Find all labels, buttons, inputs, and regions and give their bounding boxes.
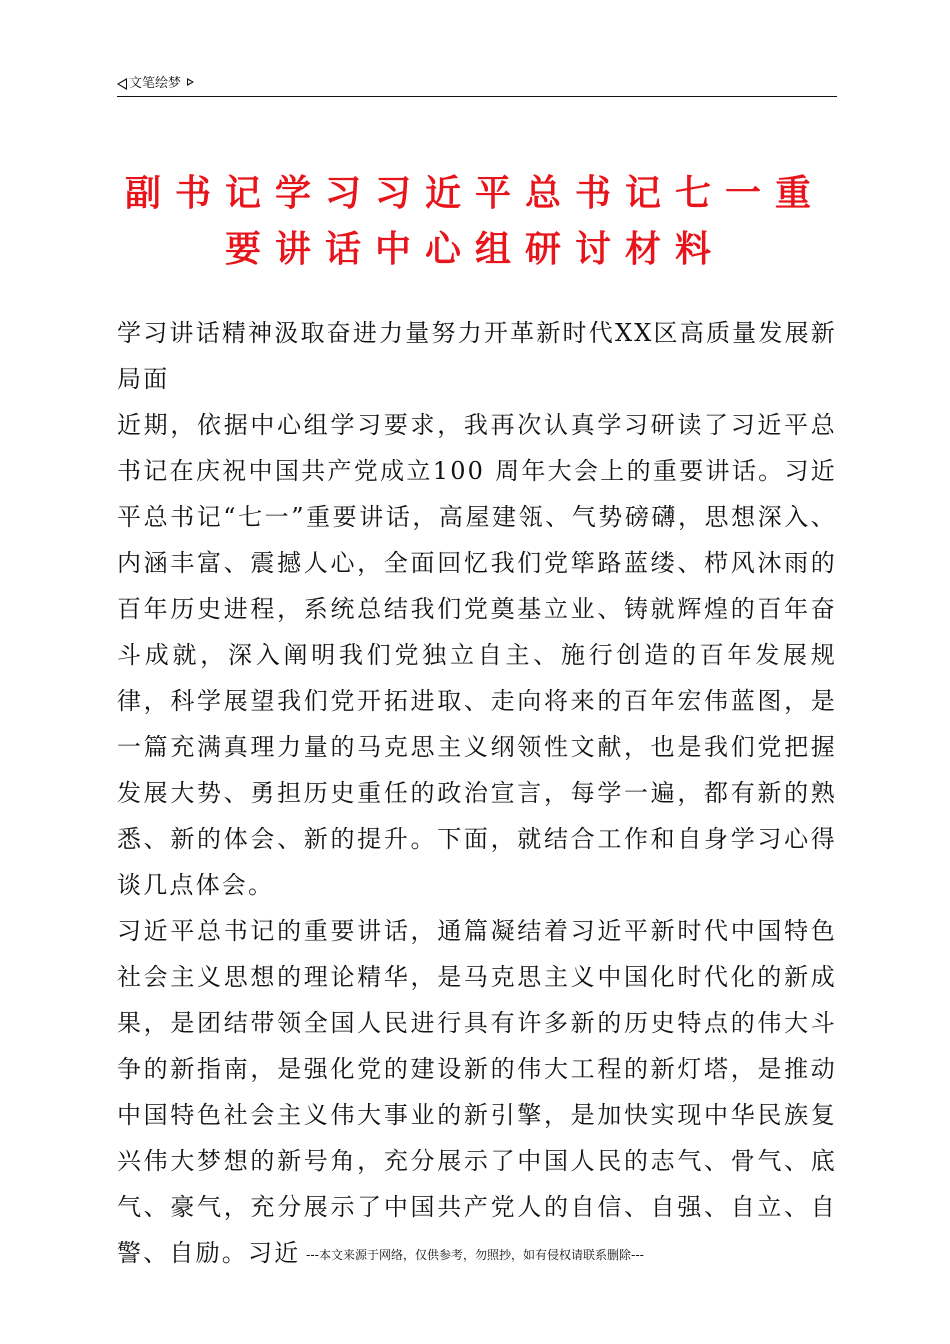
title-line-2: 要讲话中心组研讨材料: [224, 229, 725, 270]
header-brand: 文笔绘梦: [129, 76, 182, 91]
left-triangle-icon: [117, 78, 127, 90]
footer-notice: ---本文来源于网络，仅供参考，勿照抄，如有侵权请联系删除---: [306, 1248, 644, 1262]
page-header: [117, 72, 837, 97]
paragraph-subtitle: 学习讲话精神汲取奋进力量努力开革新时代XX区高质量发展新局面: [117, 319, 837, 393]
title-line-1: 副书记学习习近平总书记七一重: [124, 173, 825, 214]
document-body: [117, 310, 837, 1276]
right-triangle-icon: [187, 78, 194, 86]
document-title: [100, 166, 850, 278]
paragraph-1: 近期，依据中心组学习要求，我再次认真学习研读了习近平总书记在庆祝中国共产党成立100 周年大会上的重要讲话。习近平总书记“七一”重要讲话，高屋建瓴、气势磅礴，思想深入、内涵丰富、震撼人心，全面回忆我们党筚路蓝缕、栉风沐雨的百年历史进程，系统总结我们党奠基立业、铸就辉煌的百年奋斗成就，深入阐明我们党独立自主、施行创造的百年发展规律，科学展望我们党开拓进取、走向将来的百年宏伟蓝图，是一篇充满真理力量的马克思主义纲领性文献，也是我们党把握发展大势、勇担历史重任的政治宣言，每学一遍，都有新的熟悉、新的体会、新的提升。下面，就结合工作和自身学习心得谈几点体会。: [117, 411, 837, 899]
paragraph-2: 习近平总书记的重要讲话，通篇凝结着习近平新时代中国特色社会主义思想的理论精华，是马克思主义中国化时代化的新成果，是团结带领全国人民进行具有许多新的历史特点的伟大斗争的新指南，是强化党的建设新的伟大工程的新灯塔，是推动中国特色社会主义伟大事业的新引擎，是加快实现中华民族复兴伟大梦想的新号角，充分展示了中国人民的志气、骨气、底气、豪气，充分展示了中国共产党人的自信、自强、自立、自警、自励。习近: [117, 917, 837, 1267]
